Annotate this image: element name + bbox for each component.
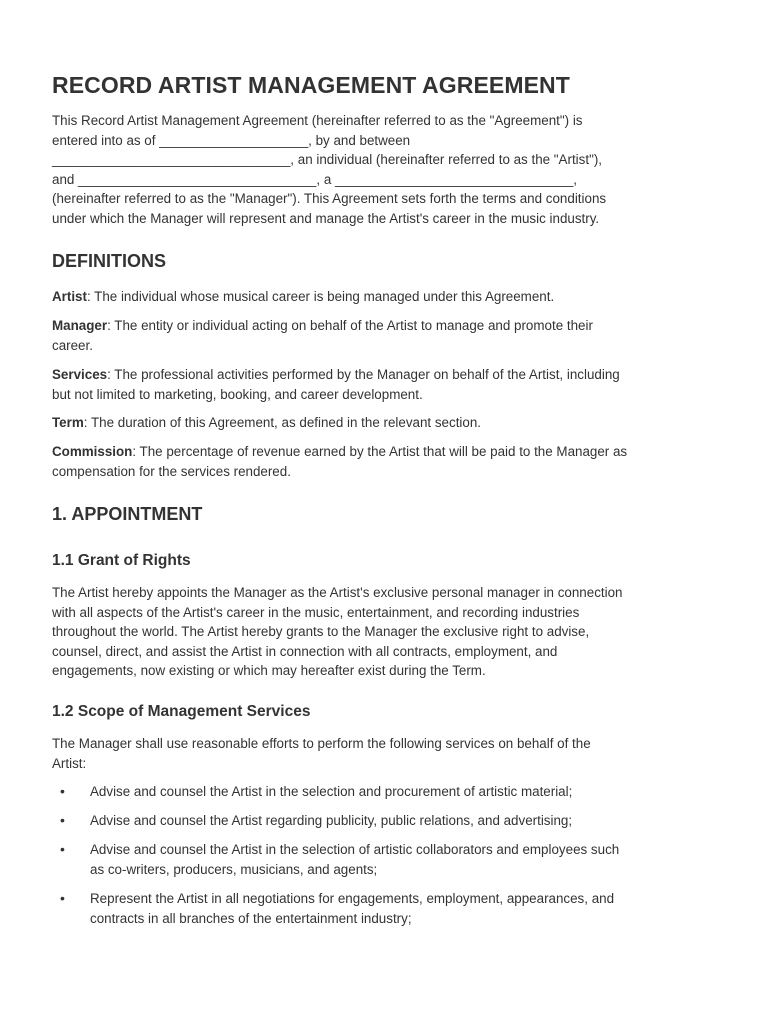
intro-line: This Record Artist Management Agreement (hereinafter referred to as the "Agreement") is <box>52 113 583 128</box>
definition-services <box>52 365 722 404</box>
definitions-heading: DEFINITIONS <box>52 251 167 271</box>
intro-line: and ________________________________, a ________________________________, <box>52 171 578 187</box>
definition-text: : The entity or individual acting on behalf of the Artist to manage and promote their <box>107 318 593 333</box>
scope-paragraph <box>52 734 722 773</box>
list-item-text: contracts in all branches of the entertainment industry; <box>90 910 412 926</box>
intro-paragraph <box>52 111 722 228</box>
paragraph-line: engagements, now existing or which may hereafter exist during the Term. <box>52 663 486 678</box>
intro-line: ________________________________, an individual (hereinafter referred to as the "Artist"), <box>52 152 602 167</box>
bullet-icon: • <box>60 841 65 857</box>
subsection-scope-heading: 1.2 Scope of Management Services <box>52 703 311 720</box>
definition-artist <box>52 287 722 307</box>
definition-text: : The duration of this Agreement, as defined in the relevant section. <box>83 415 482 430</box>
definition-text: but not limited to marketing, booking, and career development. <box>52 386 423 402</box>
bullet-icon: • <box>60 812 65 828</box>
list-item-text: Advise and counsel the Artist regarding publicity, public relations, and advertising; <box>90 813 573 828</box>
section-appointment-heading: 1. APPOINTMENT <box>52 504 203 524</box>
definition-text: career. <box>52 337 93 353</box>
definition-text: : The professional activities performed by the Manager on behalf of the Artist, including <box>107 367 620 382</box>
definition-text: : The individual whose musical career is being managed under this Agreement. <box>86 289 555 304</box>
definition-term: Services <box>52 367 108 382</box>
list-item-text: Represent the Artist in all negotiations for engagements, employment, appearances, and <box>90 891 615 906</box>
grant-of-rights-paragraph <box>52 583 722 681</box>
definition-term: Artist <box>52 289 87 304</box>
list-item-text: Advise and counsel the Artist in the selection and procurement of artistic material; <box>90 784 573 799</box>
paragraph-line: counsel, direct, and assist the Artist in connection with all contracts, employment, and <box>52 643 558 659</box>
bullet-icon: • <box>60 783 65 799</box>
intro-line: entered into as of ____________________, by and between <box>52 132 411 148</box>
definition-text: compensation for the services rendered. <box>52 463 291 479</box>
definition-manager <box>52 316 722 355</box>
definition-text: : The percentage of revenue earned by the Artist that will be paid to the Manager as <box>132 444 628 459</box>
paragraph-line: The Artist hereby appoints the Manager as the Artist's exclusive personal manager in connection <box>52 585 623 600</box>
list-item-text: as co-writers, producers, musicians, and agents; <box>90 861 378 877</box>
paragraph-line: throughout the world. The Artist hereby grants to the Manager the exclusive right to advise, <box>52 624 590 639</box>
list-item-text: Advise and counsel the Artist in the selection of artistic collaborators and employees such <box>90 842 620 857</box>
subsection-grant-of-rights-heading: 1.1 Grant of Rights <box>52 552 191 569</box>
paragraph-line: with all aspects of the Artist's career in the music, entertainment, and recording industries <box>52 604 580 620</box>
definition-commission <box>52 442 722 481</box>
bullet-icon: • <box>60 890 65 906</box>
definition-term: Commission <box>52 444 133 459</box>
definition-term-item <box>52 413 722 433</box>
definition-term: Manager <box>52 318 108 333</box>
intro-line: under which the Manager will represent and manage the Artist's career in the music industry. <box>52 210 600 226</box>
paragraph-line: Artist: <box>52 755 87 771</box>
definition-term: Term <box>52 415 84 430</box>
intro-line: (hereinafter referred to as the "Manager"). This Agreement sets forth the terms and conditions <box>52 191 607 206</box>
document-title: RECORD ARTIST MANAGEMENT AGREEMENT <box>52 72 570 98</box>
paragraph-line: The Manager shall use reasonable efforts to perform the following services on behalf of the <box>52 736 591 751</box>
